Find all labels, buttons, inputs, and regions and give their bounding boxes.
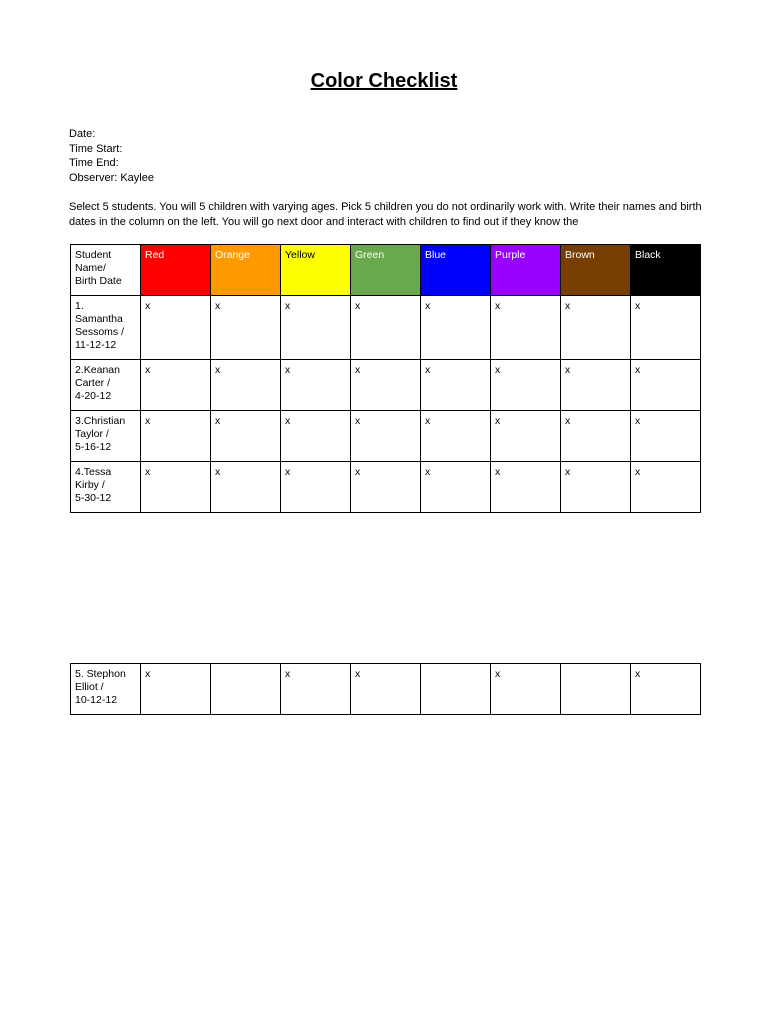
mark-cell: x	[351, 360, 421, 411]
page-title: Color Checklist	[310, 70, 458, 92]
mark-cell: x	[631, 360, 701, 411]
mark-cell: x	[421, 411, 491, 462]
mark-cell: x	[141, 462, 211, 513]
student-line: 4.Tessa	[75, 466, 112, 478]
time-start-label: Time Start:	[69, 142, 123, 155]
table-row	[71, 411, 701, 462]
color-header-orange: Orange	[211, 245, 281, 296]
mark-cell: x	[631, 411, 701, 462]
color-checklist-table-continued	[70, 663, 701, 715]
student-cell	[71, 462, 141, 513]
student-line: 5-16-12	[75, 441, 112, 453]
mark-cell: x	[141, 296, 211, 360]
student-line: 5. Stephon	[75, 668, 126, 680]
student-line: Sessoms /	[75, 326, 125, 338]
mark-cell: x	[491, 360, 561, 411]
mark-cell: x	[491, 411, 561, 462]
mark-cell: x	[281, 664, 351, 715]
color-header-purple: Purple	[491, 245, 561, 296]
mark-cell: x	[351, 411, 421, 462]
mark-cell: x	[211, 462, 281, 513]
color-header-brown: Brown	[561, 245, 631, 296]
mark-cell: x	[141, 664, 211, 715]
mark-cell: x	[281, 462, 351, 513]
student-cell	[71, 411, 141, 462]
student-line: Kirby /	[75, 479, 105, 491]
mark-cell	[421, 664, 491, 715]
table-row	[71, 462, 701, 513]
mark-cell: x	[491, 462, 561, 513]
student-cell	[71, 664, 141, 715]
mark-cell	[561, 664, 631, 715]
date-label: Date:	[69, 128, 96, 140]
mark-cell	[211, 664, 281, 715]
color-header-yellow: Yellow	[281, 245, 351, 296]
student-line: Elliot /	[75, 681, 104, 693]
meta-block	[69, 127, 154, 185]
mark-cell: x	[491, 296, 561, 360]
student-cell	[71, 360, 141, 411]
student-line: 11-12-12	[75, 339, 117, 351]
mark-cell: x	[281, 296, 351, 360]
color-checklist-table	[70, 244, 701, 513]
mark-cell: x	[631, 296, 701, 360]
mark-cell: x	[421, 296, 491, 360]
name-column-header	[71, 245, 141, 296]
student-line: 10-12-12	[75, 694, 118, 706]
student-line: 4-20-12	[75, 390, 112, 402]
table-row	[71, 664, 701, 715]
mark-cell: x	[421, 360, 491, 411]
mark-cell: x	[211, 411, 281, 462]
mark-cell: x	[561, 296, 631, 360]
table-row	[71, 360, 701, 411]
mark-cell: x	[281, 411, 351, 462]
header-line: Student	[75, 249, 112, 261]
student-line: 3.Christian	[75, 415, 126, 427]
mark-cell: x	[631, 664, 701, 715]
color-header-black: Black	[631, 245, 701, 296]
student-line: 2.Keanan	[75, 364, 120, 376]
mark-cell: x	[281, 360, 351, 411]
observer-label: Observer: Kaylee	[69, 171, 154, 184]
header-line: Birth Date	[75, 275, 122, 287]
student-line: 5-30-12	[75, 492, 112, 504]
mark-cell: x	[561, 462, 631, 513]
header-line: Name/	[75, 262, 106, 274]
mark-cell: x	[211, 360, 281, 411]
student-cell	[71, 296, 141, 360]
color-header-blue: Blue	[421, 245, 491, 296]
mark-cell: x	[421, 462, 491, 513]
mark-cell: x	[351, 462, 421, 513]
mark-cell: x	[631, 462, 701, 513]
color-header-green: Green	[351, 245, 421, 296]
time-end-label: Time End:	[69, 157, 119, 170]
student-line: Taylor /	[75, 428, 109, 440]
student-line: 1.	[75, 300, 84, 312]
mark-cell: x	[141, 411, 211, 462]
instructions-text: Select 5 students. You will 5 children with varying ages. Pick 5 children you do not ordinarily work with. Write their names and birth dates in the column on the left. You will go next door and interact with children to find out if they know the	[69, 201, 702, 228]
mark-cell: x	[351, 296, 421, 360]
mark-cell: x	[141, 360, 211, 411]
mark-cell: x	[211, 296, 281, 360]
mark-cell: x	[561, 360, 631, 411]
header-row	[71, 245, 701, 296]
student-line: Samantha	[75, 313, 123, 325]
mark-cell: x	[561, 411, 631, 462]
table-row	[71, 296, 701, 360]
mark-cell: x	[491, 664, 561, 715]
student-line: Carter /	[75, 377, 111, 389]
mark-cell: x	[351, 664, 421, 715]
color-header-red: Red	[141, 245, 211, 296]
